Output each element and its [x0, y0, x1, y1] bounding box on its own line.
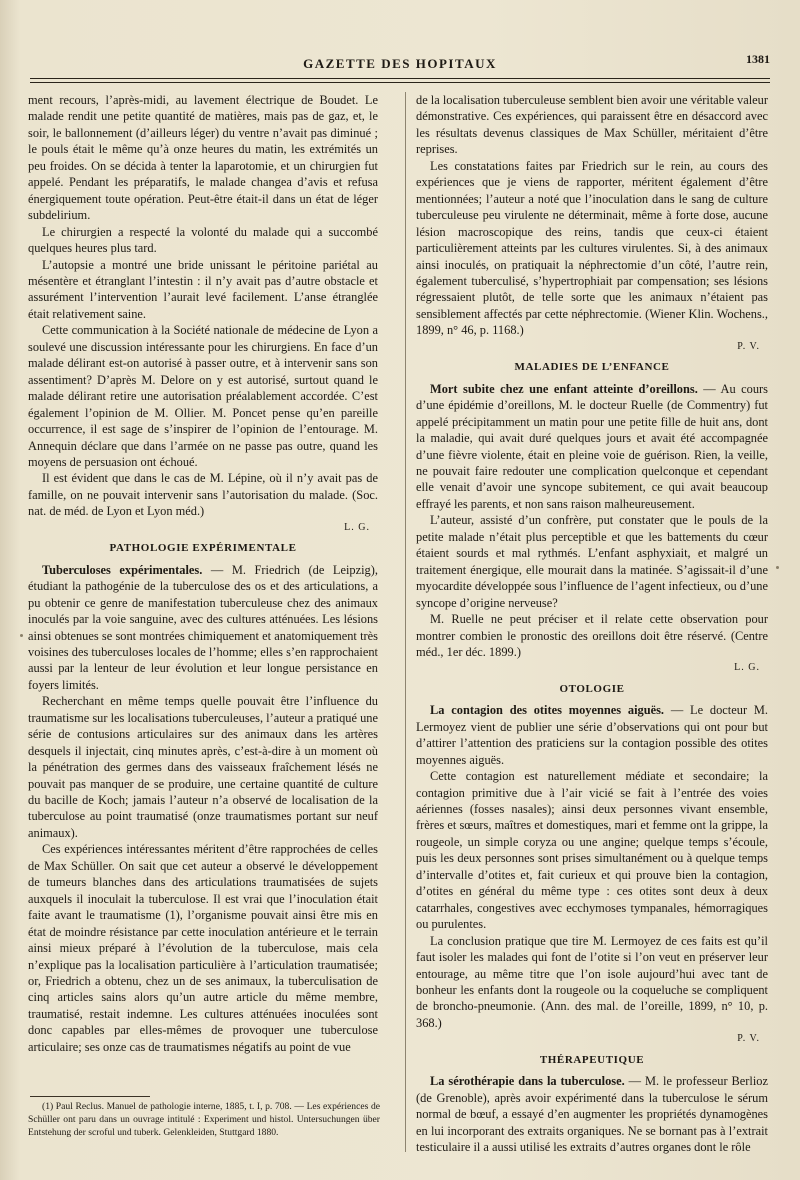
paragraph: Ces expériences intéressantes méritent d’être rapprochées de celles de Max Schüller. On sait que cet auteur a observé le développement de tumeurs blanches dans des articulations traumatisées de sujets auxquels il inoculait la tuberculose. Il est vrai que l’inoculation était faite avant le traumatisme (1), l’organisme pouvait ainsi être mis en état de moindre résistance par cette inoculation antérieure et le terrain ainsi mieux préparé à l’évolution de la tuberculose, mais cela n’explique pas la localisation particulière à l’articulation traumatisée; or, Friedrich a obtenu, chez un de ses animaux, la tuberculisation de cinq articles sains alors qu’un autre article du même membre, traumatisé, restait indemne. Les cultures atténuées inoculées sont donc capables par elles-mêmes de provoquer une tuberculose articulaire; ses onze cas de traumatismes négatifs au point de vue: [28, 842, 378, 1054]
article-paragraph: [416, 702, 768, 768]
article-text: — Au cours d’une épidémie d’oreillons, M. le docteur Ruelle (de Commentry) fut appelé précipitamment un matin pour une petite fille de huit ans, dont la maladie, qui avait duré quelques jours et avait été accompagnée d’une fièvre violente, était en pleine voie de guérison. Rien, la veille, ne pouvait faire redouter une complication quelconque et cependant elle venait d’avoir une syncope subitement, ce qui avait beaucoup effrayé les parents, et non sans raison malheureusement.: [416, 381, 768, 511]
article-text: — M. le professeur Berlioz (de Grenoble), après avoir expérimenté dans la tuberculose le sérum normal de bœuf, a essayé d’en augmenter les propriétés dynamogènes en lui incorporant des extraits organiques. Ne se bornant pas à l’extrait testiculaire il a aussi utilisé les extraits d’autres organes dont le rôle: [416, 1074, 768, 1155]
section-heading: OTOLOGIE: [559, 682, 625, 695]
article-text: — M. Friedrich (de Leipzig), étudiant la pathogénie de la tuberculose des os et des articulations, a pu obtenir ce genre de manifestation tuberculeuse chez des animaux inoculés par la voie sanguine, avec des cultures atténuées. Les lésions ainsi obtenues se sont montrées chimiquement et anatomiquement très voisines des tuberculoses locales de l’homme; elles s’en rapprochaient aussi par la lenteur de leur évolution et leur longue persistance en foyers limités.: [28, 562, 378, 692]
article-paragraph: [28, 562, 378, 694]
author-signature: L. G.: [344, 521, 370, 533]
paragraph: L’autopsie a montré une bride unissant le péritoine pariétal au mésentère et étranglant l’intestin : il n’y avait pas d’autre obstacle et assurément l’intervention l’aurait levé facilement. L’anse étranglée était relativement saine.: [28, 257, 378, 321]
paragraph: La conclusion pratique que tire M. Lermoyez de ces faits est qu’il faut isoler les malades qui font de l’otite si l’on veut en préserver leur entourage, au même titre que l’on isole aujourd’hui avec tant de bonheur les enfants dont la rougeole ou la coqueluche se compliquent de broncho-pneumonie. (Ann. des mal. de l’oreille, 1899, n° 10, p. 368.): [416, 933, 768, 1030]
paragraph: M. Ruelle ne peut préciser et il relate cette observation pour montrer combien le pronostic des oreillons doit être réservé. (Centre méd., 1er déc. 1899.): [416, 612, 768, 659]
footnote-text: (1) Paul Reclus. Manuel de pathologie interne, 1885, t. I, p. 708. — Les expériences de Schüller ont paru dans un ouvrage intitulé : Experiment und histol. Untersuchungen über Entstehung der scroful und tuberk. Gelenkleiden, Stuttgard 1880.: [28, 1101, 380, 1138]
section-heading: THÉRAPEUTIQUE: [539, 1053, 645, 1066]
paper-speck: [776, 566, 779, 569]
paragraph: ment recours, l’après-midi, au lavement électrique de Boudet. Le malade rendit une petite quantité de matières, mais pas de gaz, et, le soir, le ballonnement (d’ailleurs léger) du ventre n’avait pas diminué ; le pouls était le même qu’à onze heures du matin, les extrémités un peu froides. On se décida à tenter la laparotomie, et un chirurgien fut appelé. Pendant les préparatifs, le malade changea d’avis et refusa énergiquement toute opération. Peut-être était-il dans un état de léger subdelirium.: [28, 93, 378, 223]
author-signature: P. V.: [737, 340, 760, 352]
paragraph: Les constatations faites par Friedrich sur le rein, au cours des expériences que je viens de rapporter, méritent également d’être mentionnées; l’auteur a noté que l’inoculation dans le sang de culture tuberculeuse peu virulente ne déterminait, même à forte dose, aucune lésion macroscopique des reins, tandis que ceux-ci étaient particulièrement atteints par les cultures virulentes. Si, à des animaux ainsi inoculés, on pratiquait la néphrectomie d’un côté, l’autre rein, également tuberculisé, s’hypertrophiait par compensation; ses lésions régressaient plutôt, de telle sorte que les animaux n’étaient pas sensiblement affectés par cette néphrectomie. (Wiener Klin. Wochens., 1899, n° 46, p. 1168.): [416, 158, 768, 338]
right-column: [416, 92, 768, 1156]
page-number: 1381: [746, 52, 770, 66]
paragraph: Le chirurgien a respecté la volonté du malade qui a succombé quelques heures plus tard.: [28, 224, 378, 256]
paragraph: Recherchant en même temps quelle pouvait être l’influence du traumatisme sur les localisations tuberculeuses, l’auteur a pratiqué une série de contusions articulaires sur des animaux dans les artères desquels il injectait, cinq minutes après, c’est-à-dire à un moment où la pénétration des germes dans des vaisseaux fraîchement lésés ne pouvait pas manquer de se produire, une certaine quantité de culture du bacille de Koch; jamais l’auteur n’a observé de localisation de la tuberculose au point traumatisé (onze traumatismes portant sur neuf animaux).: [28, 694, 378, 840]
header-rule-thick: [30, 78, 770, 79]
footnote: [28, 1100, 380, 1139]
header-rule-thin: [30, 82, 770, 83]
column-divider: [405, 92, 406, 1152]
paragraph: L’auteur, assisté d’un confrère, put constater que le pouls de la petite malade n’était plus perceptible et que les battements du cœur étaient sourds et mal rythmés. L’enfant asphyxiait, et malgré un traitement énergique, elle mourait dans la matinée. S’agissait-il d’une myocardite développée sous l’influence de l’agent infectieux, ou d’une syncope d’origine nerveuse?: [416, 513, 768, 610]
author-signature: P. V.: [737, 1033, 760, 1045]
author-signature: L. G.: [734, 662, 760, 674]
article-paragraph: [416, 381, 768, 513]
paragraph: Cette contagion est naturellement médiate et secondaire; la contagion primitive due à l’air vicié se fait à l’entrée des voies aériennes (fosses nasales); ainsi deux personnes vivant ensemble, frères et sœurs, maîtres et domestiques, mari et femme ont la grippe, la rougeole, un simple coryza ou une angine; quelque temps s’écoule, puis les deux personnes sont prises simultanément ou à quelque temps d’intervalle d’otites et, fait curieux et qui prouve bien la contagion, d’otites en général du même type : ces otites sont deux à deux catarrhales, congestives avec ecchymoses tympanales, hémorragiques ou purulentes.: [416, 769, 768, 932]
article-lead: La contagion des otites moyennes aiguës.: [430, 703, 665, 718]
page-header: [30, 52, 770, 76]
article-paragraph: [416, 1073, 768, 1155]
paragraph: Cette communication à la Société nationale de médecine de Lyon a soulevé une discussion intéressante pour les chirurgiens. En face d’un malade délirant est-on autorisé à passer outre, et à intervenir sans son assentiment? D’après M. Delore on y est autorisé, surtout quand le malade délirant retire une autorisation préalablement accordée. C’est également l’opinion de M. Ollier. M. Poncet pense qu’en pareille occurrence, il est sage de s’inspirer de l’opinion de l’entourage. M. Annequin déclare que dans l’armée on ne passe pas outre, quand les moyens de persuasion ont échoué.: [28, 323, 378, 469]
paragraph: Il est évident que dans le cas de M. Lépine, où il n’y avait pas de famille, on ne pouvait intervenir sans l’autorisation du malade. (Soc. nat. de méd. de Lyon et Lyon méd.): [28, 471, 378, 519]
article-lead: Tuberculoses expérimentales.: [42, 562, 203, 577]
paper-speck: [20, 634, 23, 637]
section-heading: PATHOLOGIE EXPÉRIMENTALE: [109, 542, 297, 555]
paragraph: de la localisation tuberculeuse semblent bien avoir une véritable valeur démonstrative. Ces expériences, qui paraissent être en désaccord avec les résultats devenus classiques de Max Schüller, méritaient d’être reprises.: [416, 93, 768, 157]
left-column: [28, 92, 378, 1055]
article-text: — Le docteur M. Lermoyez vient de publier une série d’observations qui ont pour but d’attirer l’attention des praticiens sur la contagion possible des otites moyennes aiguës.: [416, 703, 768, 767]
footnote-rule: [30, 1096, 150, 1097]
article-lead: Mort subite chez une enfant atteinte d’oreillons.: [430, 381, 698, 396]
article-lead: La sérothérapie dans la tuberculose.: [430, 1074, 625, 1089]
section-heading: MALADIES DE L’ENFANCE: [514, 361, 670, 374]
journal-title: GAZETTE DES HOPITAUX: [303, 56, 497, 71]
